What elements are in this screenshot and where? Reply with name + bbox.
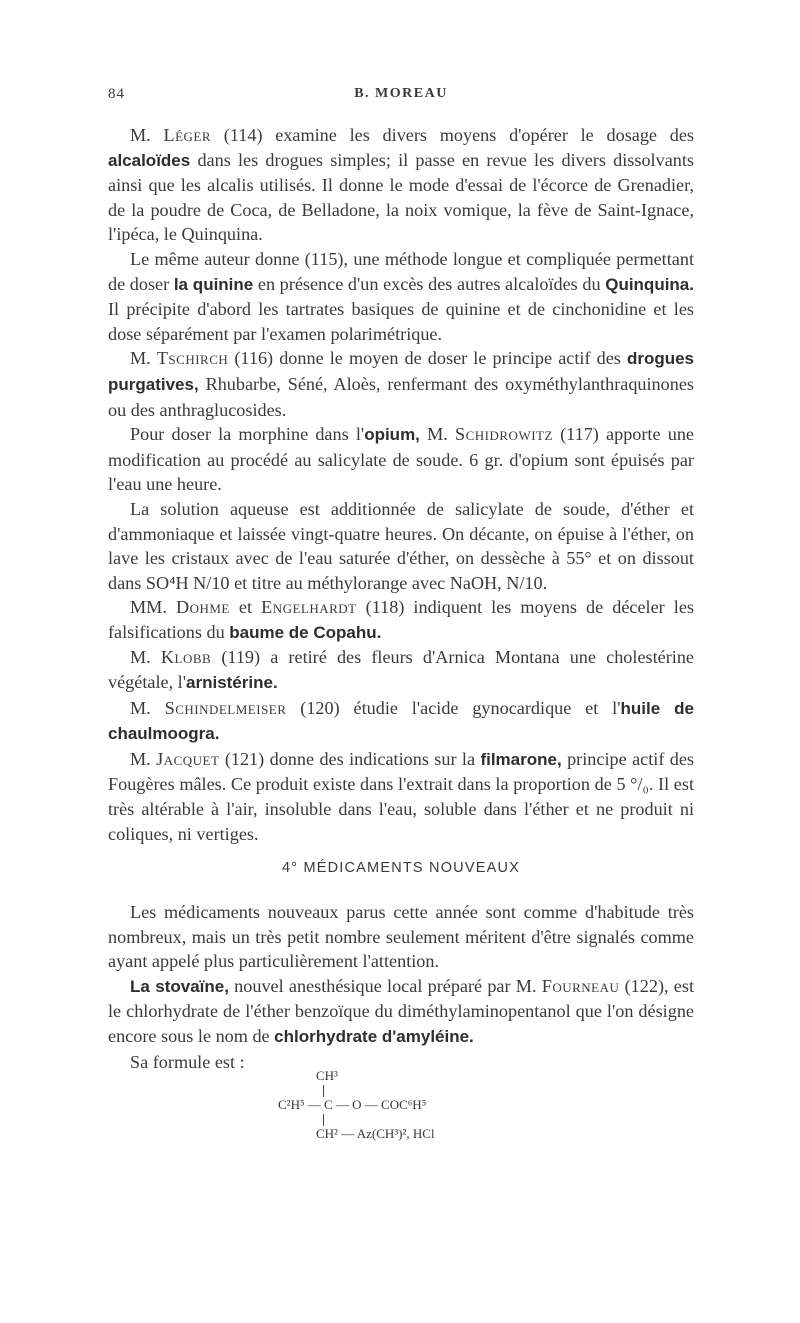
formula-bottom: CH² — Az(CH³)², HCl xyxy=(316,1126,435,1141)
text-run: dans les drogues simples; il passe en revue les divers dissolvants ainsi que les alcalis utilisés. Il donne le mode d'essai de l'écorce de Grenadier, de la poudre de Coca, de Belladone, la noix vomique, la fève de Saint-Ignace, l'ipéca, le Quinquina. xyxy=(108,149,694,245)
paragraph-p6 xyxy=(108,595,694,645)
author-name: Schindelmeiser xyxy=(164,697,287,718)
bold-term: Quinquina. xyxy=(605,274,694,294)
bold-term: chlorhydrate d'amyléine. xyxy=(274,1026,474,1046)
text-run: M. xyxy=(130,125,164,145)
author-name: Dohme xyxy=(175,597,230,618)
text-run: (122), est le chlorhydrate de l'éther benzoïque du diméthylaminopentanol que l'on désigne encore sous le nom de xyxy=(108,975,694,1046)
text-run: Sa formule est : xyxy=(130,1051,245,1072)
text-run: Pour doser la morphine dans l' xyxy=(130,424,365,445)
running-head: B. MOREAU xyxy=(354,86,448,101)
text-run: et xyxy=(229,597,262,618)
text-run: M. xyxy=(419,424,455,445)
author-name: Tschirch xyxy=(156,348,229,369)
text-run: M. xyxy=(130,697,165,718)
formula-bond-down xyxy=(323,1114,324,1126)
section-heading: 4° MÉDICAMENTS NOUVEAUX xyxy=(281,860,521,876)
chemical-formula xyxy=(278,1068,600,1158)
text-run: (114) examine les divers moyens d'opérer le dosage des xyxy=(211,125,694,145)
text-run: Rhubarbe, Séné, Aloès, renfermant des oxyméthylanthraquinones ou des anthraglucosides. xyxy=(108,373,694,420)
text-run: M. xyxy=(130,748,157,769)
text-run: Les médicaments nouveaux parus cette année sont comme d'habitude très nombreux, mais un très petit nombre seulement méritent d'être signalés comme ayant appelé plus particulièrement l'attention. xyxy=(108,902,694,972)
paragraph-p10 xyxy=(108,900,694,974)
paragraph-p5 xyxy=(108,497,694,595)
bold-term: arnistérine. xyxy=(186,673,278,693)
formula-top: CH³ xyxy=(316,1068,338,1083)
text-run: principe actif des Fougères mâles. Ce produit existe dans l'extrait dans la proportion de 5 °/₀. Il est très altérable à l'air, insoluble dans l'eau, soluble dans l'éther et ne produit ni coliques, ni vertiges. xyxy=(108,748,695,844)
text-run: M. xyxy=(130,348,157,369)
author-name: Léger xyxy=(163,125,212,145)
text-run: Il précipite d'abord les tartrates basiques de quinine et de cinchonidine et les dose séparément par l'examen polarimétrique. xyxy=(108,299,694,344)
paragraph-p2 xyxy=(108,247,694,346)
bold-term: La stovaïne, xyxy=(130,976,229,996)
text-run: en présence d'un excès des autres alcaloïdes du xyxy=(253,273,606,294)
body-text-top xyxy=(108,123,694,846)
paragraph-p4 xyxy=(108,422,694,497)
paragraph-p11 xyxy=(108,974,694,1050)
bold-term: huile de chaulmoogra. xyxy=(108,698,695,744)
bold-term: la quinine xyxy=(173,274,254,294)
page-header xyxy=(108,86,694,110)
bold-term: alcaloïdes xyxy=(108,150,191,170)
text-run: (119) a retiré des fleurs d'Arnica Montana une cholestérine végétale, l' xyxy=(108,647,694,693)
body-text-bottom xyxy=(108,900,694,1074)
text-run: Le même auteur donne (115), une méthode longue et compliquée permettant de doser xyxy=(108,248,694,294)
text-run: (121) donne des indications sur la xyxy=(219,748,481,769)
bold-term: opium, xyxy=(364,425,420,445)
text-run: (118) indiquent les moyens de déceler les falsifications du xyxy=(108,597,694,642)
formula-middle: C²H⁵ — C — O — COC⁶H⁵ xyxy=(278,1097,427,1112)
text-run: (117) apporte une modification au procédé au salicylate de soude. 6 gr. d'opium sont épuisés par l'eau une heure. xyxy=(108,424,695,495)
bold-term: drogues purgatives, xyxy=(108,349,694,394)
author-name: Schidrowitz xyxy=(455,424,553,445)
author-name: Klobb xyxy=(160,647,212,668)
text-run: nouvel anesthésique local préparé par M. xyxy=(228,975,542,996)
paragraph-p8 xyxy=(108,696,694,747)
author-name: Fourneau xyxy=(541,975,620,996)
paragraph-p3 xyxy=(108,346,694,422)
paragraph-p7 xyxy=(108,645,694,695)
page-number: 84 xyxy=(108,86,125,102)
text-run: (120) étudie l'acide gynocardique et l' xyxy=(286,697,621,718)
bold-term: baume de Copahu. xyxy=(229,622,382,642)
text-run: La solution aqueuse est additionnée de salicylate de soude, d'éther et d'ammoniaque et laissée vingt-quatre heures. On décante, on épuise à l'éther, on lave les cristaux avec de l'eau saturée d'éther, on dessèche à 55° et on dissout dans SO⁴H N/10 et titre au méthylorange avec NaOH, N/10. xyxy=(108,498,694,593)
text-run: M. xyxy=(130,647,161,668)
text-run: (116) donne le moyen de doser le principe actif des xyxy=(228,348,627,369)
text-run: MM. xyxy=(130,597,176,618)
paragraph-p9 xyxy=(108,747,694,846)
author-name: Engelhardt xyxy=(261,597,357,618)
author-name: Jacquet xyxy=(156,748,220,769)
bold-term: filmarone, xyxy=(480,749,562,769)
formula-bond-up xyxy=(323,1085,324,1097)
paragraph-p1 xyxy=(108,123,694,247)
